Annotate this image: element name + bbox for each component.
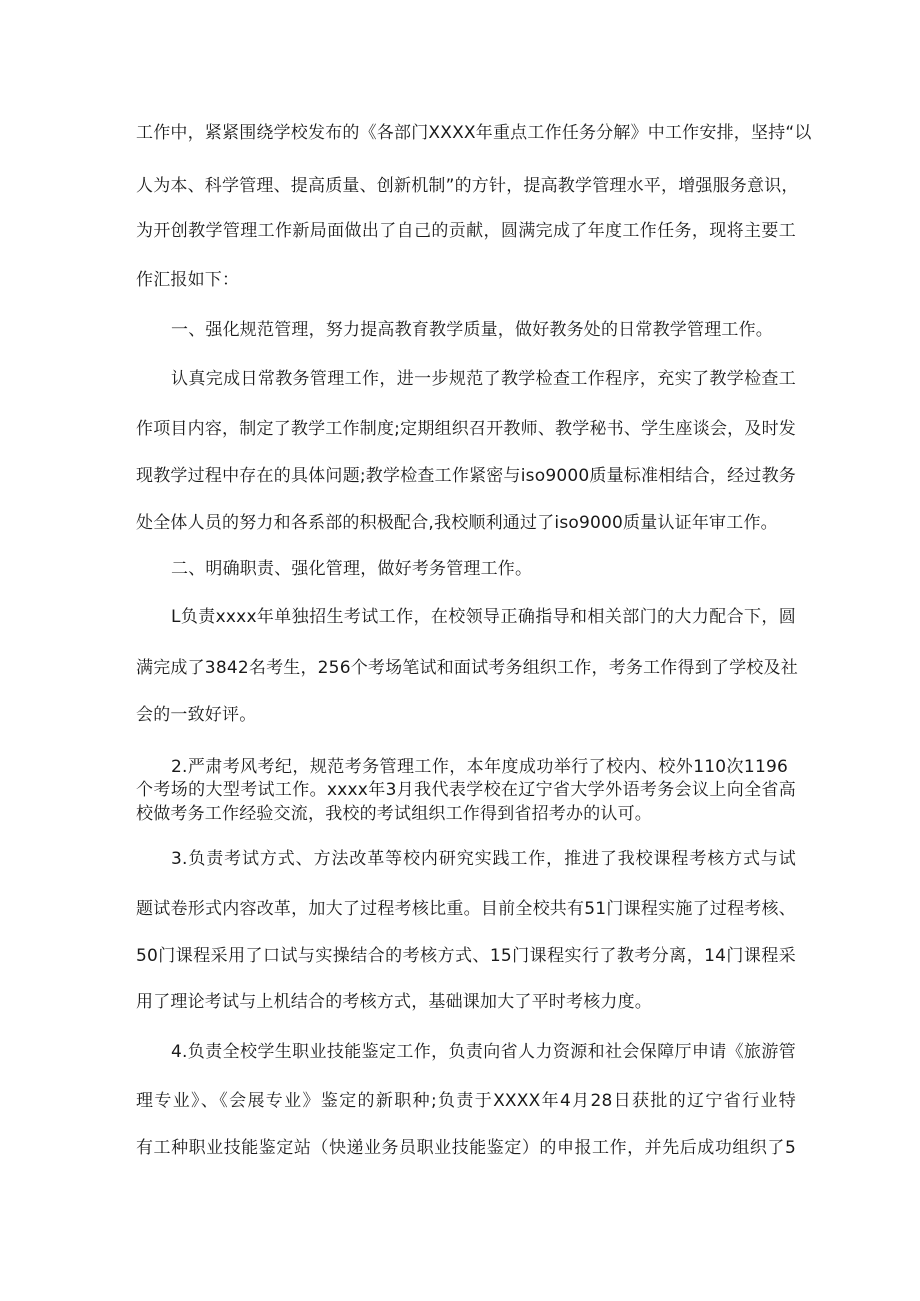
item-4-line-1: 4.负责全校学生职业技能鉴定工作，负责向省人力资源和社会保障厅申请《旅游管	[171, 1042, 796, 1062]
item-1-line-1: L负责xxxx年单独招生考试工作，在校领导正确指导和相关部门的大力配合下，圆	[171, 607, 796, 627]
intro-line-2: 人为本、科学管理、提高质量、创新机制”的方针，提高教学管理水平，增强服务意识，	[136, 176, 799, 196]
item-4-line-3: 有工种职业技能鉴定站（快递业务员职业技能鉴定）的申报工作，并先后成功组织了5	[136, 1138, 796, 1158]
intro-line-4: 作汇报如下：	[136, 270, 240, 290]
intro-line-1: 工作中，紧紧围绕学校发布的《各部门XXXX年重点工作任务分解》中工作安排，坚持“以	[136, 123, 812, 143]
item-3-line-1: 3.负责考试方式、方法改革等校内研究实践工作，推进了我校课程考核方式与试	[171, 849, 796, 869]
item-2-line-2: 个考场的大型考试工作。xxxx年3月我代表学校在辽宁省大学外语考务会议上向全省高	[136, 780, 796, 800]
section-1-heading: 一、强化规范管理，努力提高教育教学质量，做好教务处的日常教学管理工作。	[171, 320, 773, 340]
item-4-line-2: 理专业》、《会展专业》鉴定的新职种;负责于XXXX年4月28日获批的辽宁省行业特	[136, 1091, 796, 1111]
item-3-line-3: 50门课程采用了口试与实操结合的考核方式、15门课程实行了教考分离，14门课程采	[136, 946, 796, 966]
section-1-line-2: 作项目内容，制定了教学工作制度;定期组织召开教师、教学秘书、学生座谈会，及时发	[136, 419, 796, 439]
item-2-line-3: 校做考务工作经验交流，我校的考试组织工作得到省招考办的认可。	[136, 804, 652, 824]
section-1-line-3: 现教学过程中存在的具体问题;教学检查工作紧密与iso9000质量标准相结合，经过教务	[136, 466, 796, 486]
section-2-heading: 二、明确职责、强化管理，做好考务管理工作。	[171, 559, 533, 579]
intro-line-3: 为开创教学管理工作新局面做出了自己的贡献，圆满完成了年度工作任务，现将主要工	[136, 221, 796, 241]
section-1-line-1: 认真完成日常教务管理工作，进一步规范了教学检查工作程序，充实了教学检查工	[171, 369, 796, 389]
item-3-line-2: 题试卷形式内容改革，加大了过程考核比重。目前全校共有51门课程实施了过程考核、	[136, 899, 796, 919]
section-1-line-4: 处全体人员的努力和各系部的积极配合,我校顺利通过了iso9000质量认证年审工作。	[136, 513, 778, 533]
item-3-line-4: 用了理论考试与上机结合的考核方式，基础课加大了平时考核力度。	[136, 992, 652, 1012]
item-1-line-3: 会的一致好评。	[136, 705, 257, 725]
item-1-line-2: 满完成了3842名考生，256个考场笔试和面试考务组织工作，考务工作得到了学校及社	[136, 658, 798, 678]
item-2-line-1: 2.严肃考风考纪，规范考务管理工作，本年度成功举行了校内、校外110次1196	[171, 757, 788, 777]
